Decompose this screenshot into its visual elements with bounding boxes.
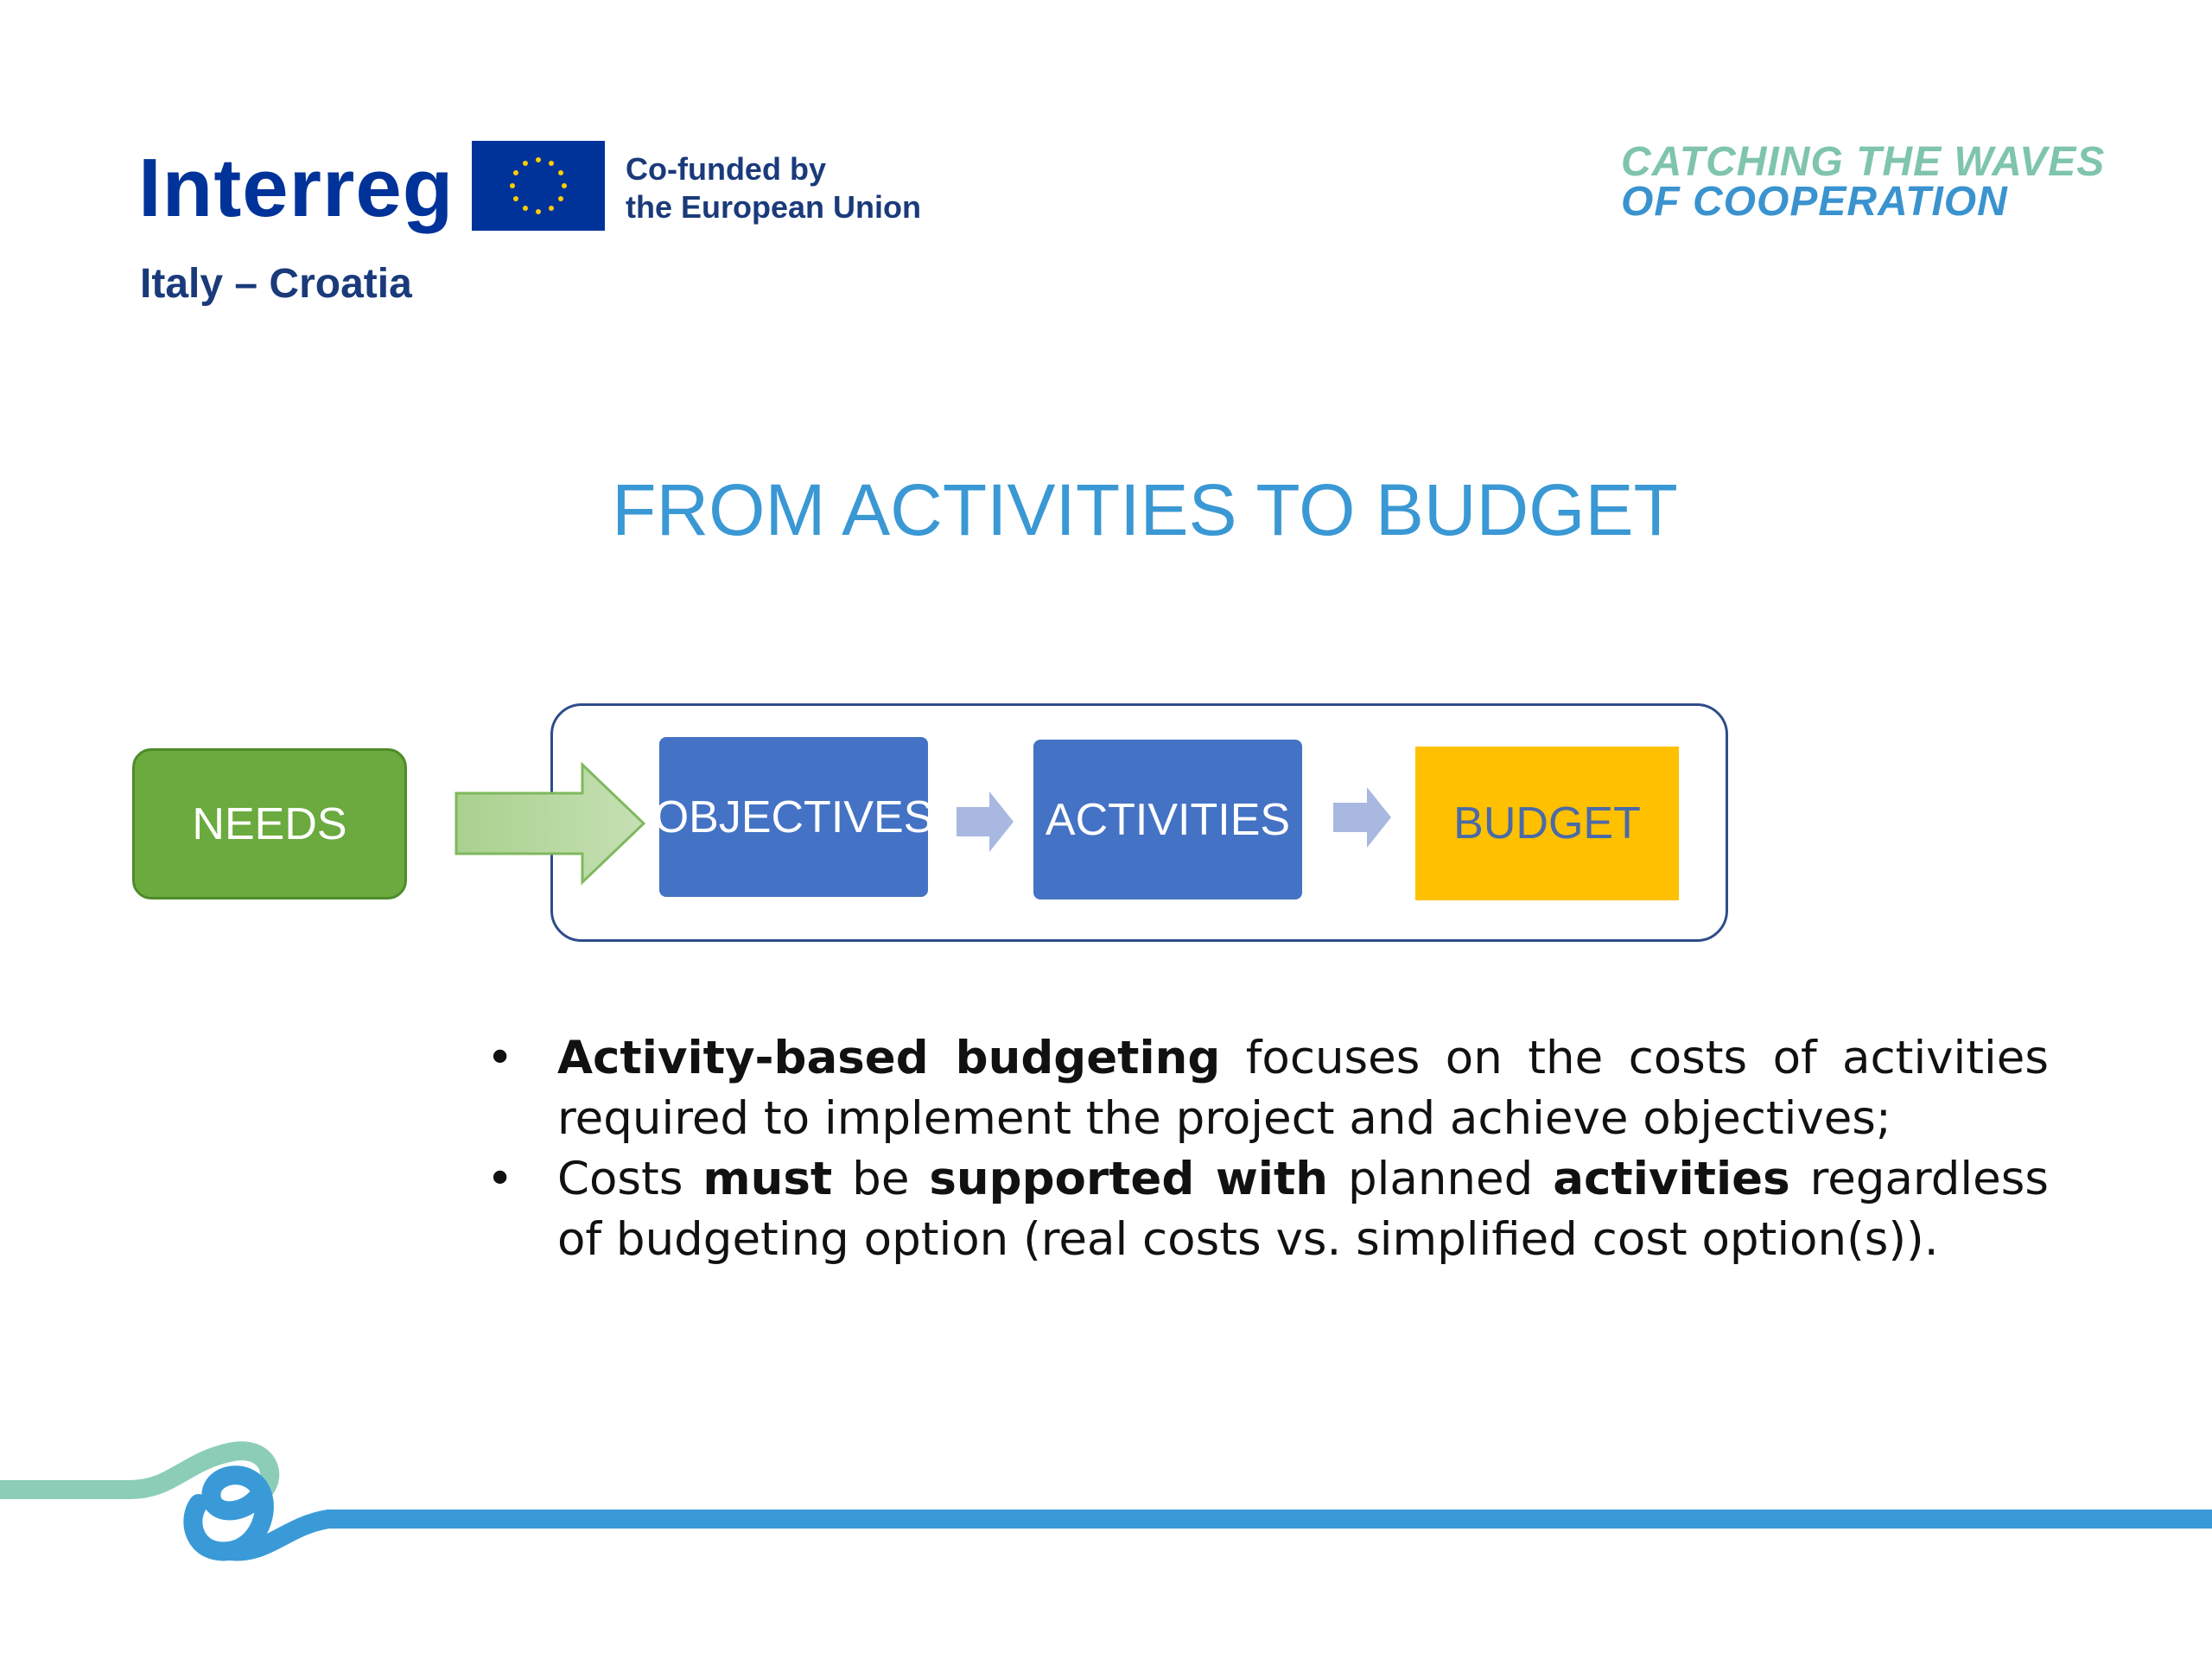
cofund-line-1: Co-funded by (626, 151, 826, 187)
cofund-text (626, 150, 921, 226)
tagline-line-1: CATCHING THE WAVES (1621, 139, 2106, 185)
cofund-line-2: the European Union (626, 189, 921, 225)
bullet-list (480, 1028, 2049, 1270)
bullet-2-bold-1: must (702, 1153, 833, 1205)
bullet-1-text-1: focuses on the costs of activities required to implement the project and achieve objectives; (557, 1032, 2049, 1145)
objectives-box: OBJECTIVES (659, 737, 928, 897)
tagline (1621, 139, 2106, 225)
wave-blue-line (229, 1519, 2212, 1551)
interreg-logo-text: Interreg (138, 142, 454, 234)
wave-green-line (0, 1451, 270, 1495)
bullet-item (480, 1149, 2049, 1270)
bullet-2-bold-2: supported with (929, 1153, 1329, 1205)
bullet-2-text-4: regardless of budgeting option (real costs vs. simplified cost option(s)). (557, 1153, 2049, 1266)
tagline-line-2: OF COOPERATION (1621, 179, 2008, 225)
activities-box: ACTIVITIES (1033, 740, 1302, 899)
bullet-2-text-1: Costs (557, 1153, 703, 1205)
region-label: Italy – Croatia (140, 261, 412, 307)
eu-flag-icon (472, 141, 605, 231)
slide-title: FROM ACTIVITIES TO BUDGET (612, 469, 1678, 550)
budget-box: BUDGET (1415, 747, 1679, 900)
needs-box: NEEDS (132, 748, 407, 899)
bullet-2-bold-3: activities (1553, 1153, 1790, 1205)
bullet-2-text-2: be (832, 1153, 930, 1205)
bullet-1-bold-1: Activity-based budgeting (557, 1032, 1221, 1084)
wave-blue-spiral (193, 1475, 264, 1551)
bullet-item (480, 1028, 2049, 1149)
bullet-2-text-3: planned (1328, 1153, 1554, 1205)
